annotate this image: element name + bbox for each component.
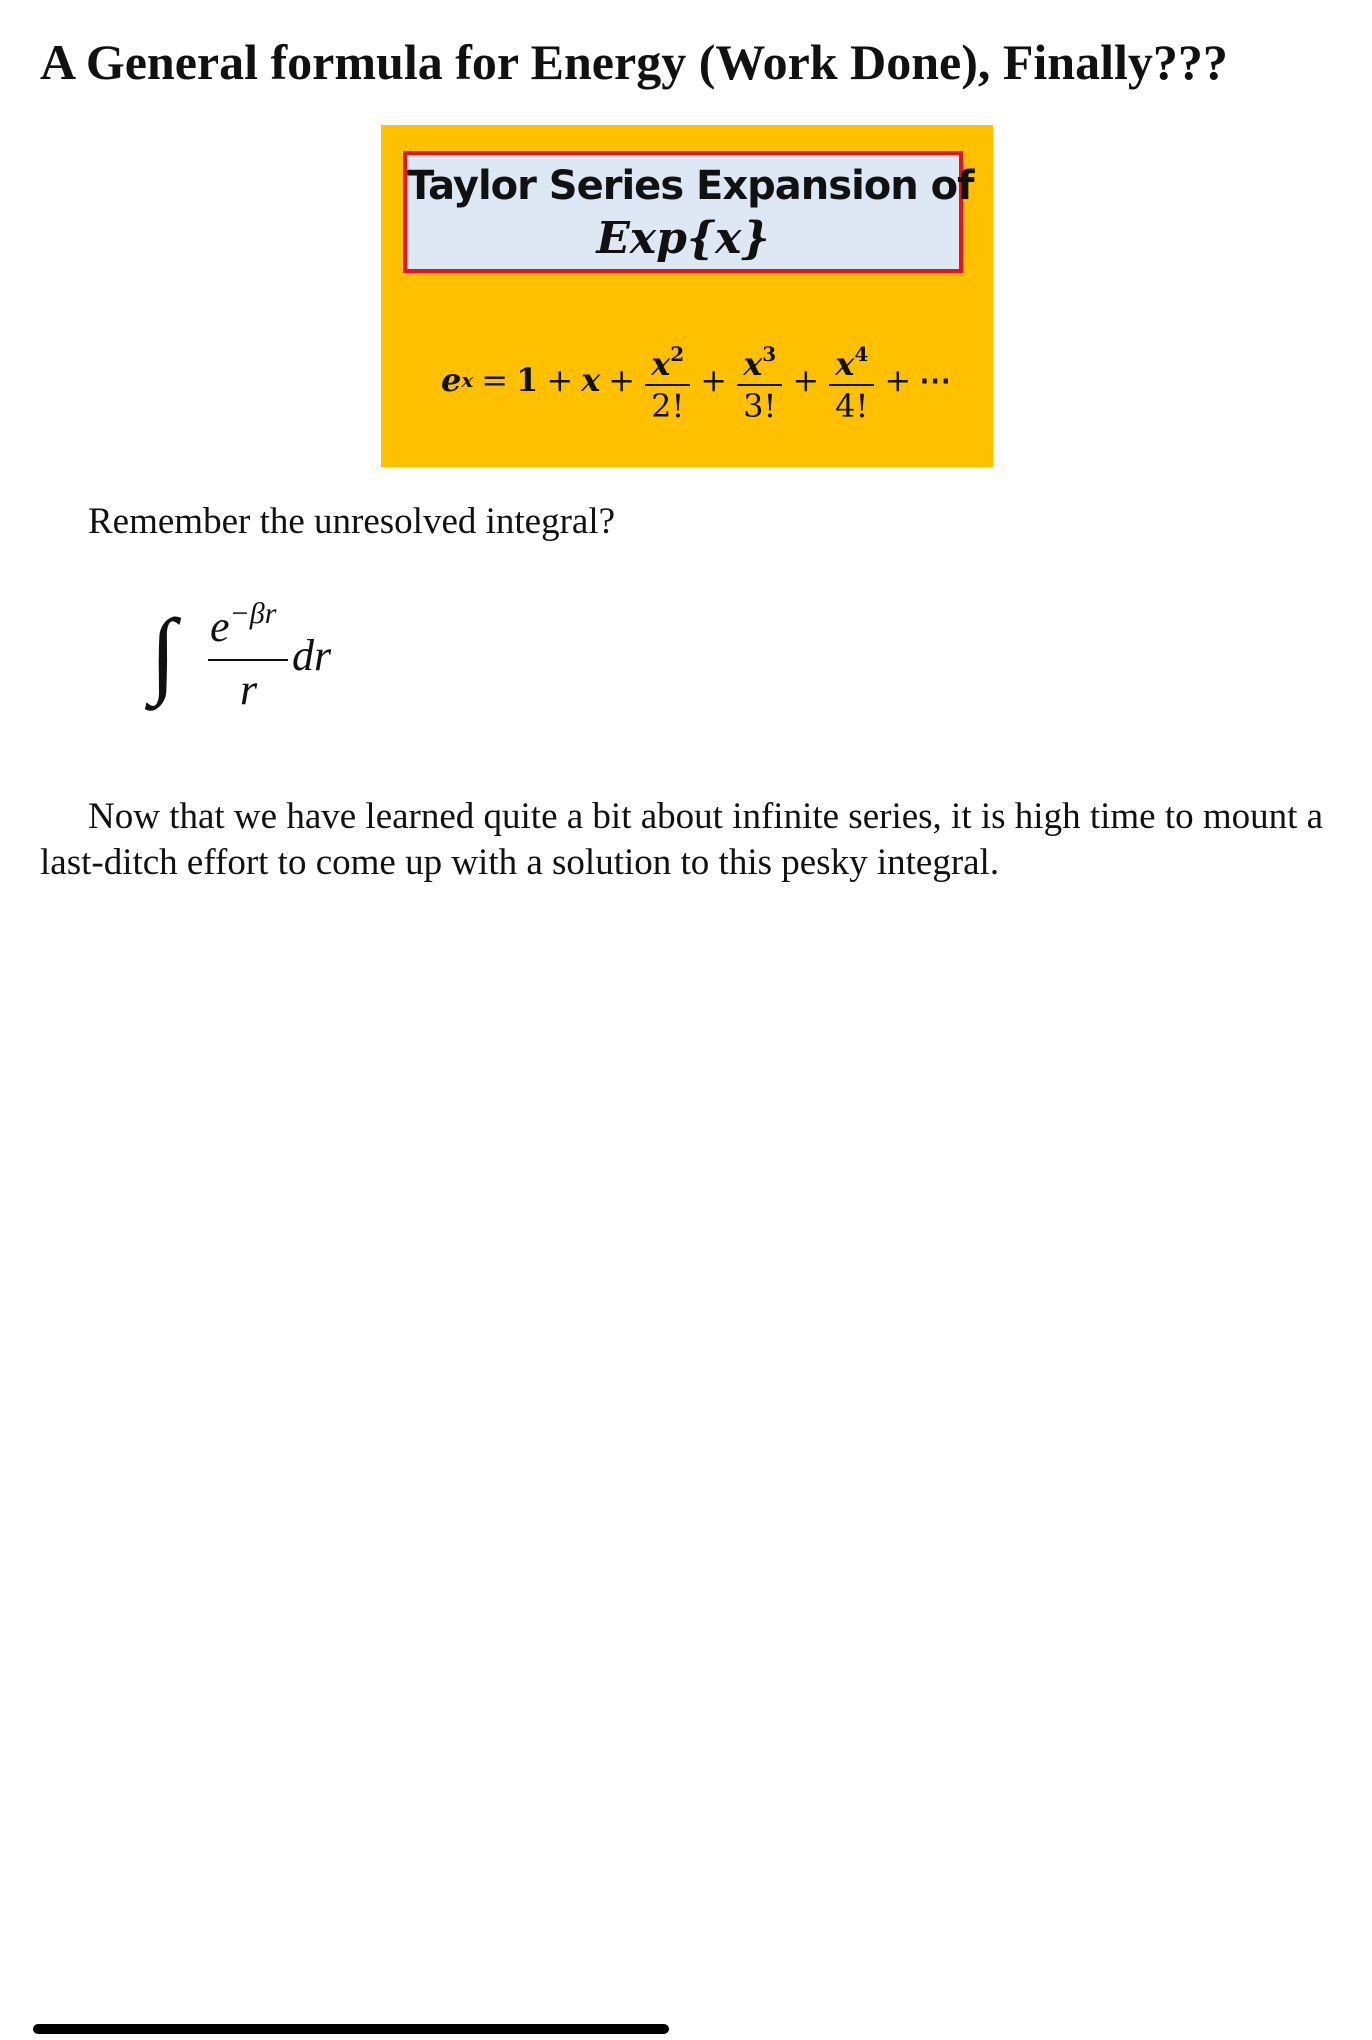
fraction-x2-exponent: 2 bbox=[670, 342, 685, 366]
integral-denominator: r bbox=[240, 665, 258, 714]
integral-fraction-bar bbox=[208, 659, 288, 661]
integral-numerator bbox=[210, 589, 276, 652]
fraction-x4-denominator: 4! bbox=[835, 387, 869, 425]
fraction-x4-base: x bbox=[835, 345, 855, 383]
fraction-x4-exponent: 4 bbox=[854, 342, 869, 366]
fraction-x3-denominator: 3! bbox=[743, 387, 777, 425]
unresolved-integral bbox=[150, 585, 390, 735]
formula-equals: = bbox=[481, 361, 509, 399]
integral-sign: ∫ bbox=[150, 599, 177, 706]
formula-plus-4: + bbox=[792, 361, 820, 399]
formula-ellipsis: ⋯ bbox=[919, 361, 952, 399]
formula-plus-1: + bbox=[546, 361, 574, 399]
formula-lhs-base: e bbox=[441, 361, 462, 399]
formula-plus-5: + bbox=[884, 361, 912, 399]
formula-fraction-x3 bbox=[737, 334, 782, 426]
formula-fraction-x2 bbox=[645, 334, 690, 426]
page-title: A General formula for Energy (Work Done), Finally??? bbox=[40, 34, 1228, 90]
fraction-x3-exponent: 3 bbox=[762, 342, 777, 366]
integral-differential: dr bbox=[292, 631, 332, 680]
taylor-series-title: Taylor Series Expansion of bbox=[407, 163, 974, 209]
exp-taylor-formula bbox=[441, 325, 951, 435]
formula-fraction-x4 bbox=[829, 334, 874, 426]
formula-term-1: 1 bbox=[516, 361, 539, 399]
home-indicator-bar[interactable] bbox=[33, 2024, 669, 2034]
formula-plus-2: + bbox=[608, 361, 636, 399]
body-paragraph: Now that we have learned quite a bit about infinite series, it is high time to mount a last-ditch effort to come up with a solution to this pesky integral. bbox=[40, 796, 1324, 883]
taylor-series-box bbox=[381, 125, 993, 467]
fraction-x2-denominator: 2! bbox=[651, 387, 685, 425]
formula-plus-3: + bbox=[700, 361, 728, 399]
fraction-x2-base: x bbox=[651, 345, 671, 383]
formula-lhs-exponent: x bbox=[461, 368, 474, 392]
integral-numerator-exponent: −βr bbox=[229, 597, 277, 630]
remember-text: Remember the unresolved integral? bbox=[88, 501, 616, 542]
fraction-x3-base: x bbox=[743, 345, 763, 383]
taylor-series-subtitle: Exp{x} bbox=[596, 213, 770, 264]
formula-term-x: x bbox=[581, 361, 601, 399]
integral-numerator-base: e bbox=[210, 602, 230, 651]
taylor-series-header bbox=[403, 151, 974, 273]
